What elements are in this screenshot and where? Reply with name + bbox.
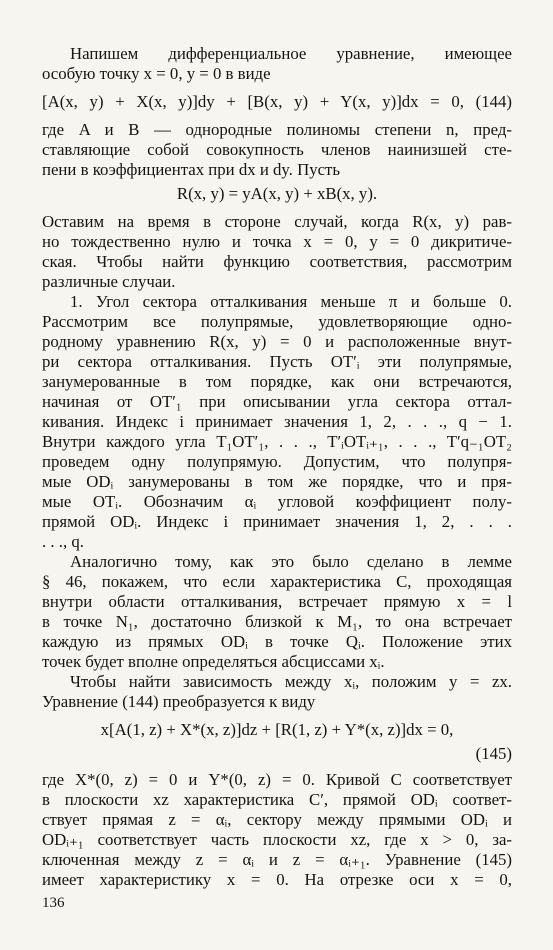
text-line: ствует прямая z = αᵢ, сектору между прямыми ODᵢ и — [42, 810, 512, 829]
text-line: [A(x, y) + X(x, y)]dy + [B(x, y) + Y(x, y)]dx = 0, (144) — [42, 92, 512, 111]
text-line: где X*(0, z) = 0 и Y*(0, z) = 0. Кривой C соответствует — [42, 770, 512, 789]
text-line: мые ODᵢ занумерованы в том же порядке, что и пря- — [42, 472, 512, 491]
text-line: Внутри каждого угла T₁OT′₁, . . ., T′ᵢOTᵢ₊₁, . . ., T′q₋₁OT₂ — [42, 432, 512, 451]
text-line: занумерованные в том порядке, как они встречаются, — [42, 372, 512, 391]
text-line: где A и B — однородные полиномы степени n, пред- — [42, 120, 512, 139]
text-line: различные случаи. — [42, 272, 176, 291]
text-line: Чтобы найти зависимость между xᵢ, положим y = zx. — [70, 672, 512, 691]
text-line: мые OTᵢ. Обозначим αᵢ угловой коэффициент полу- — [42, 492, 512, 511]
text-line: ставляющие собой совокупность членов наинизшей сте- — [42, 140, 512, 159]
text-line: ODᵢ₊₁ соответствует часть плоскости xz, где x > 0, за- — [42, 830, 512, 849]
text-line: имеет характеристику x = 0. На отрезке оси x = 0, — [42, 870, 512, 889]
text-line: точек будет вполне определяться абсциссами xᵢ. — [42, 652, 385, 671]
text-line: каждую из прямых ODᵢ в точке Qᵢ. Положение этих — [42, 632, 512, 651]
text-line: в точке N₁, достаточно близкой к M₁, то она встречает — [42, 612, 512, 631]
text-line: внутри области отталкивания, встречает прямую x = l — [42, 592, 512, 611]
text-line: Аналогично тому, как это было сделано в лемме — [70, 552, 512, 571]
text-line: Рассмотрим все полупрямые, удовлетворяющие одно- — [42, 312, 512, 331]
text-line: Оставим на время в стороне случай, когда R(x, y) рав- — [42, 212, 512, 231]
text-line: но тождественно нулю и точка x = 0, y = 0 дикритиче- — [42, 232, 512, 251]
text-line: (145) — [475, 744, 512, 763]
text-line: x[A(1, z) + X*(x, z)]dz + [R(1, z) + Y*(x, z)]dx = 0, — [100, 720, 454, 739]
text-line: родному уравнению R(x, y) = 0 и расположенные внут- — [42, 332, 512, 351]
text-line: кивания. Индекс i принимает значения 1, 2, . . ., q − 1. — [42, 412, 512, 431]
text-line: проведем одну полупрямую. Допустим, что полупря- — [42, 452, 512, 471]
text-line: ри сектора отталкивания. Пусть OT′ᵢ эти полупрямые, — [42, 352, 512, 371]
page-number: 136 — [42, 895, 65, 911]
text-line: Уравнение (144) преобразуется к виду — [42, 692, 316, 711]
text-line: прямой ODᵢ. Индекс i принимает значения 1, 2, . . . — [42, 512, 512, 531]
text-line: ская. Чтобы найти функцию соответствия, рассмотрим — [42, 252, 512, 271]
text-line: Напишем дифференциальное уравнение, имеющее — [70, 44, 512, 63]
text-line: в плоскости xz характеристика C′, прямой ODᵢ соответ- — [42, 790, 512, 809]
text-line: начиная от OT′₁ при описывании угла сектора оттал- — [42, 392, 512, 411]
text-line: R(x, y) = yA(x, y) + xB(x, y). — [176, 184, 378, 203]
text-line: особую точку x = 0, y = 0 в виде — [42, 64, 271, 83]
text-line: пени в коэффициентах при dx и dy. Пусть — [42, 160, 341, 179]
text-line: 1. Угол сектора отталкивания меньше π и больше 0. — [70, 292, 512, 311]
text-line: ключенная между z = αᵢ и z = αᵢ₊₁. Уравнение (145) — [42, 850, 512, 869]
text-line: . . ., q. — [42, 532, 84, 551]
text-line: § 46, покажем, что если характеристика C, проходящая — [42, 572, 512, 591]
